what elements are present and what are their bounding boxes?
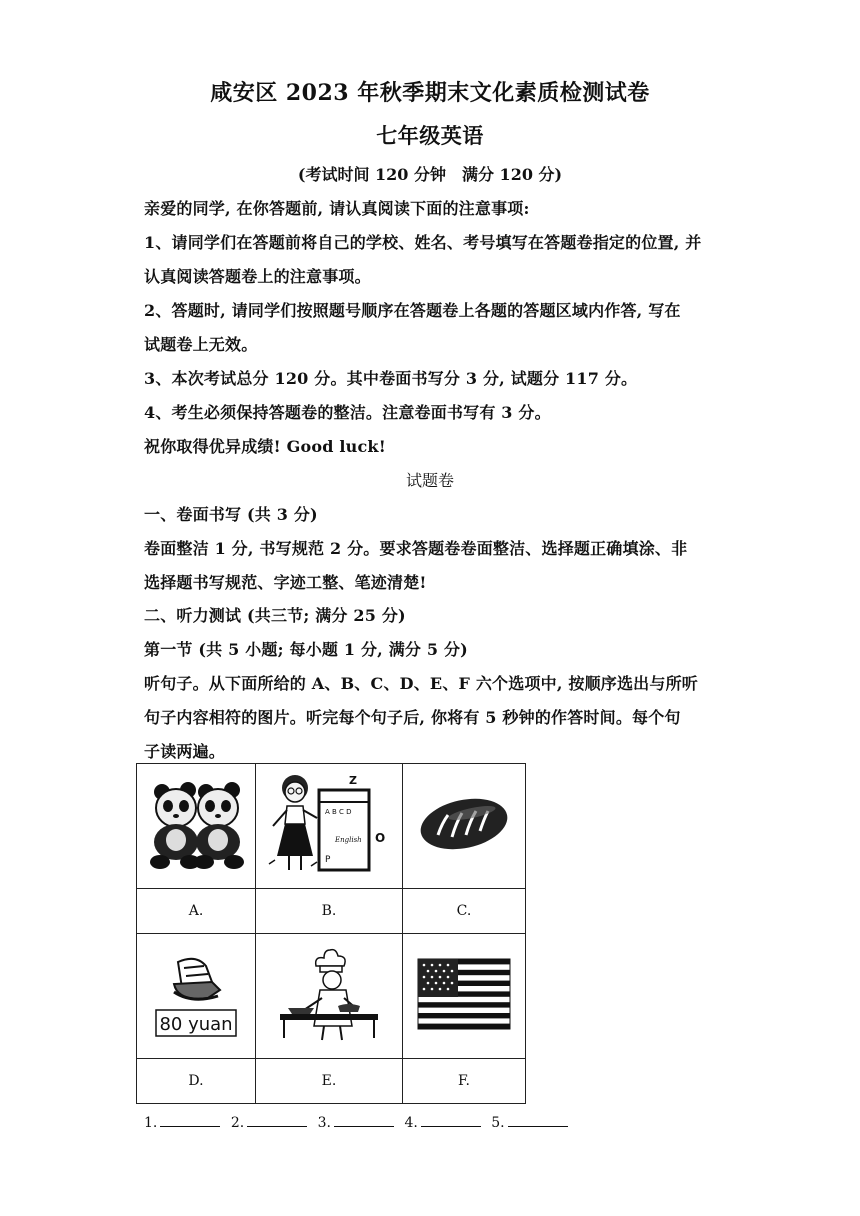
board-english-text: English (335, 836, 362, 844)
teacher-icon (265, 768, 393, 880)
bread-icon (416, 789, 512, 859)
notice-item-1-line-2: 认真阅读答题卷上的注意事项。 (144, 267, 371, 286)
notice-wish: 祝你取得优异成绩! Good luck! (144, 437, 386, 456)
o-mark-text: O (375, 831, 386, 845)
section-title: 试题卷 (405, 471, 454, 490)
notice-item-2-line-2: 试题卷上无效。 (144, 335, 258, 354)
answer-blank-4[interactable]: 4. (404, 1115, 480, 1131)
picture-f-cell (403, 934, 526, 1059)
notice-item-1-line-1: 1、请同学们在答题前将自己的学校、姓名、考号填写在答题卷指定的位置, 并 (144, 233, 702, 252)
notice-item-4: 4、考生必须保持答题卷的整洁。注意卷面书写有 3 分。 (144, 403, 551, 422)
part2-sub-heading: 第一节 (共 5 小题; 每小题 1 分, 满分 5 分) (144, 640, 468, 659)
picture-a-cell (137, 764, 256, 889)
answer-blanks (144, 1114, 574, 1131)
part1-line-1: 卷面整洁 1 分, 书写规范 2 分。要求答题卷卷面整洁、选择题正确填涂、非 (144, 539, 688, 558)
answer-blank-3[interactable]: 3. (318, 1115, 394, 1131)
part2-heading: 二、听力测试 (共三节; 满分 25 分) (144, 606, 406, 625)
option-b-label: B. (256, 889, 403, 934)
price-tag-text: 80 yuan (159, 1014, 233, 1035)
answer-blank-2[interactable]: 2. (231, 1115, 307, 1131)
option-d-label: D. (137, 1059, 256, 1104)
exam-info: (考试时间 120 分钟 满分 120 分) (297, 165, 563, 184)
picture-options-table (136, 763, 526, 1104)
option-f-label: F. (403, 1059, 526, 1104)
option-c-label: C. (403, 889, 526, 934)
notice-item-3: 3、本次考试总分 120 分。其中卷面书写分 3 分, 试题分 117 分。 (144, 369, 638, 388)
board-abc-text: A B C D (325, 808, 352, 816)
picture-c-cell (403, 764, 526, 889)
exam-title: 咸安区 2023 年秋季期末文化素质检测试卷 (210, 80, 650, 106)
usa-flag-icon (416, 957, 512, 1031)
notice-item-2-line-1: 2、答题时, 请同学们按照题号顺序在答题卷上各题的答题区域内作答, 写在 (144, 301, 681, 320)
picture-b-cell (256, 764, 403, 889)
pandas-icon (146, 776, 246, 872)
part2-instruction-line-2: 句子内容相符的图片。听完每个句子后, 你将有 5 秒钟的作答时间。每个句 (144, 708, 681, 727)
z-mark-text: Z (349, 774, 357, 787)
option-a-label: A. (137, 889, 256, 934)
option-e-label: E. (256, 1059, 403, 1104)
notice-intro: 亲爱的同学, 在你答题前, 请认真阅读下面的注意事项: (144, 199, 530, 218)
board-p-text: P (325, 855, 331, 865)
answer-blank-5[interactable]: 5. (491, 1115, 567, 1131)
shoes-price-icon (148, 946, 244, 1042)
picture-d-cell (137, 934, 256, 1059)
part1-heading: 一、卷面书写 (共 3 分) (144, 505, 318, 524)
answer-blank-1[interactable]: 1. (144, 1115, 220, 1131)
part2-instruction-line-1: 听句子。从下面所给的 A、B、C、D、E、F 六个选项中, 按顺序选出与所听 (144, 674, 698, 693)
part2-instruction-line-3: 子读两遍。 (144, 742, 226, 761)
part1-line-2: 选择题书写规范、字迹工整、笔迹清楚! (144, 573, 427, 592)
picture-e-cell (256, 934, 403, 1059)
cook-icon (274, 946, 384, 1042)
exam-subtitle: 七年级英语 (376, 123, 484, 148)
